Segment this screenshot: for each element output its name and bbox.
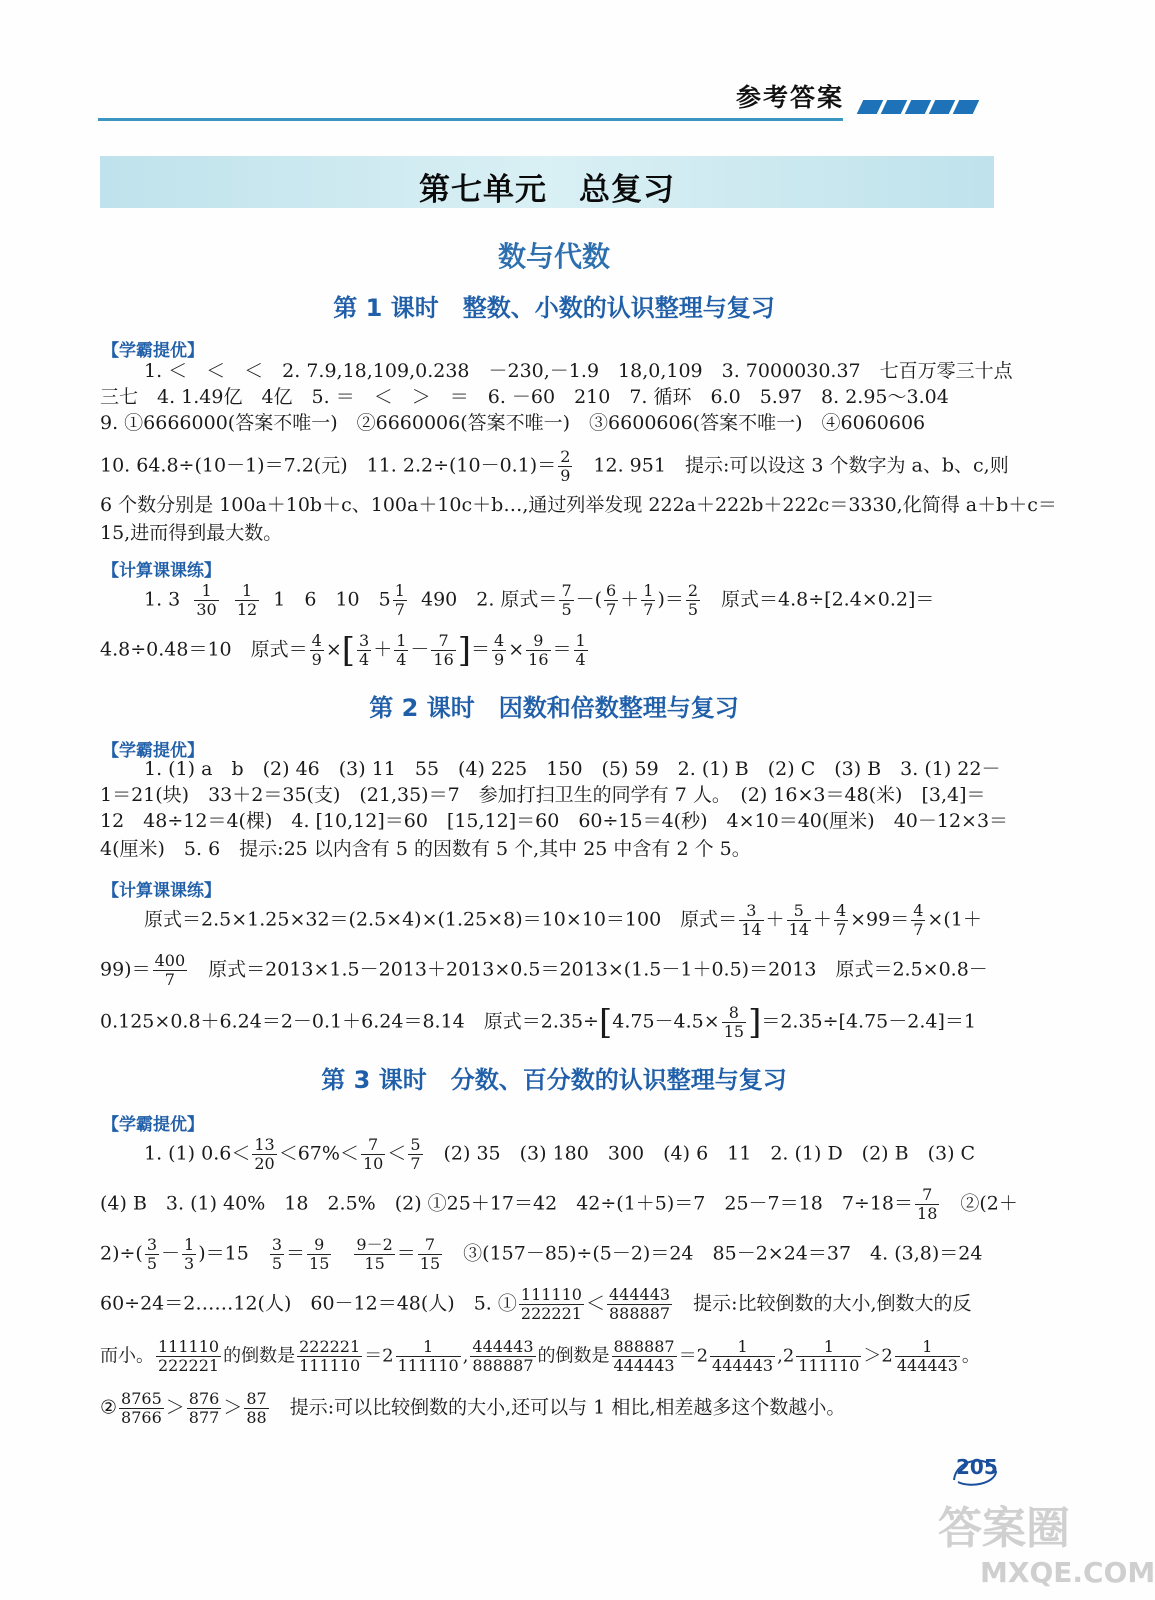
numerator: 1 — [184, 1235, 195, 1254]
denominator: 7 — [410, 1154, 421, 1173]
text: 。 — [961, 1345, 980, 1367]
fraction — [187, 1390, 222, 1427]
numerator: 13 — [254, 1135, 275, 1154]
fraction — [526, 632, 550, 669]
text: 99)＝ — [100, 958, 151, 981]
denominator: 444443 — [896, 1356, 958, 1375]
denominator: 7 — [643, 600, 654, 619]
lesson-1-line-5: 6 个数分别是 100a＋10b＋c、100a＋10c＋b…,通过列举发现 222a＋222b＋222c＝3330,化简得 a＋b＋c＝ — [100, 494, 1057, 516]
numerator: 4 — [311, 631, 322, 650]
denominator: 12 — [236, 600, 258, 619]
header-rule — [98, 118, 843, 121]
fraction — [915, 1186, 939, 1223]
denominator: 877 — [188, 1408, 220, 1427]
fraction — [394, 632, 408, 669]
text: ＝ — [286, 1242, 306, 1265]
fraction — [408, 1136, 422, 1173]
denominator: 5 — [271, 1254, 283, 1273]
denominator: 18 — [917, 1204, 938, 1223]
text: , — [462, 1345, 469, 1367]
text: 原式＝4.8÷[2.4×0.2]＝ — [702, 588, 935, 611]
text: 10. 64.8÷(10－1)＝7.2(元) 11. 2.2÷(10－0.1)＝ — [100, 454, 557, 477]
fraction — [235, 582, 259, 619]
unit-title: 第七单元 总复习 — [419, 172, 675, 208]
denominator: 444443 — [613, 1356, 675, 1375]
denominator: 111110 — [397, 1356, 459, 1375]
denominator: 222221 — [158, 1356, 220, 1375]
numerator: 9－2 — [356, 1235, 393, 1254]
fraction — [310, 632, 324, 669]
text: (4) B 3. (1) 40% 18 2.5% (2) ①25＋17＝42 42÷(1＋5)＝7 25－7＝18 7÷18＝ — [100, 1192, 914, 1215]
denominator: 30 — [196, 600, 217, 619]
text: 提示:比较倒数的大小,倒数大的反 — [674, 1292, 972, 1315]
fraction — [357, 632, 371, 669]
denominator: 4 — [575, 650, 586, 669]
fraction — [787, 902, 811, 939]
header-label: 参考答案 — [736, 83, 845, 112]
denominator: 14 — [788, 920, 809, 939]
denominator: 7 — [606, 600, 617, 619]
lesson-3-line-3 — [100, 1236, 1000, 1273]
text: 4.8÷0.48＝10 原式＝ — [100, 638, 308, 661]
numerator: 876 — [188, 1389, 220, 1408]
numerator: 1 — [643, 581, 654, 600]
numerator: 4 — [913, 901, 924, 920]
page-number: 205 — [956, 1455, 998, 1479]
fraction — [182, 1236, 196, 1273]
denominator: 111110 — [299, 1356, 361, 1375]
numerator: 2 — [687, 581, 699, 600]
text: )＝ — [657, 588, 684, 611]
numerator: 4 — [835, 901, 847, 920]
fraction — [194, 582, 218, 619]
denominator: 3 — [184, 1254, 195, 1273]
text: ② — [100, 1396, 118, 1419]
numerator: 9 — [307, 1236, 331, 1255]
numerator: 9 — [526, 632, 550, 651]
text: ＞ — [165, 1396, 185, 1419]
numerator: 2 — [560, 447, 571, 466]
fraction — [604, 582, 618, 619]
text: － — [161, 1242, 181, 1265]
denominator: 4 — [359, 650, 370, 669]
lesson-1-line-6: 15,进而得到最大数。 — [100, 522, 283, 544]
lesson-2-title: 第 2 课时 因数和倍数整理与复习 — [369, 694, 739, 722]
watermark-url: MXQE.COM — [980, 1556, 1155, 1589]
denominator: 7 — [164, 970, 175, 989]
text: ＝2 — [678, 1345, 709, 1367]
numerator: 7 — [431, 632, 455, 651]
text: ＞ — [223, 1396, 243, 1419]
numerator: 1 — [394, 581, 405, 600]
text: ＋ — [373, 638, 393, 661]
numerator: 6 — [606, 581, 617, 600]
numerator: 3 — [271, 1235, 283, 1254]
fraction — [418, 1236, 442, 1273]
lesson-3-line-5 — [100, 1338, 1000, 1375]
text: ×(1＋ — [927, 908, 982, 931]
fraction — [470, 1338, 535, 1375]
numerator: 3 — [739, 902, 763, 921]
fraction — [307, 1236, 331, 1273]
text: ＋ — [620, 588, 640, 611]
text: 的倒数是 — [537, 1345, 610, 1367]
lesson-2-line-2: 1＝21(块) 33＋2＝35(支) (21,35)＝7 参加打扫卫生的同学有 7 人。 (2) 16×3＝48(米) [3,4]＝ — [100, 784, 986, 806]
denominator: 15 — [419, 1254, 441, 1273]
numerator: 5 — [410, 1135, 421, 1154]
denominator: 9 — [311, 650, 322, 669]
numerator: 222221 — [299, 1337, 361, 1356]
lesson-2-line-3: 12 48÷12＝4(棵) 4. [10,12]＝60 [15,12]＝60 60÷15＝4(秒) 4×10＝40(厘米) 40－12×3＝ — [100, 810, 1009, 832]
numerator: 87 — [246, 1389, 267, 1408]
text: 原式＝2.5×1.25×32＝(2.5×4)×(1.25×8)＝10×10＝100 原式＝ — [144, 908, 738, 931]
fraction — [252, 1136, 276, 1173]
fraction — [393, 582, 407, 619]
fraction — [153, 952, 188, 989]
unit-banner — [100, 156, 994, 208]
numerator: 1 — [396, 631, 407, 650]
fraction — [834, 902, 848, 939]
text: 12. 951 提示:可以设这 3 个数字为 a、b、c,则 — [574, 454, 1009, 477]
numerator: 111110 — [520, 1285, 582, 1304]
lesson-1-calc-line-2 — [100, 632, 1000, 669]
text: 2)÷( — [100, 1242, 143, 1265]
text: ＝ — [471, 638, 491, 661]
text: 而小。 — [100, 1345, 154, 1367]
denominator: 15 — [364, 1254, 385, 1273]
text: × — [325, 638, 342, 661]
lesson-2-calc-line-3 — [100, 1004, 1000, 1041]
numerator: 1 — [710, 1338, 775, 1357]
denominator: 16 — [528, 650, 549, 669]
lesson-2-line-4: 4(厘米) 5. 6 提示:25 以内含有 5 的因数有 5 个,其中 25 中含有 2 个 5。 — [100, 838, 751, 860]
text: 4.75－4.5× — [612, 1010, 720, 1033]
lesson-1-title: 第 1 课时 整数、小数的认识整理与复习 — [333, 294, 775, 322]
fraction — [641, 582, 655, 619]
lesson-1-line-1: 1. ＜ ＜ ＜ 2. 7.9,18,109,0.238 －230,－1.9 18,0,109 3. 7000030.37 七百万零三十点 — [144, 360, 1013, 382]
numerator: 1 — [194, 582, 218, 601]
numerator: 1 — [575, 631, 586, 650]
numerator: 7 — [561, 581, 572, 600]
numerator: 4 — [494, 631, 505, 650]
fraction — [911, 902, 925, 939]
text: ＝ — [396, 1242, 416, 1265]
denominator: 9 — [560, 466, 571, 485]
bracket: [ — [341, 630, 355, 671]
fraction — [270, 1236, 284, 1273]
lesson-3-tag-tiyou: 【学霸提优】 — [102, 1115, 204, 1135]
denominator: 14 — [741, 920, 762, 939]
denominator: 20 — [254, 1154, 275, 1173]
text: × — [508, 638, 525, 661]
fraction — [519, 1286, 584, 1323]
text: 1. (1) 0.6＜ — [144, 1142, 251, 1165]
denominator: 7 — [394, 600, 405, 619]
bracket: [ — [598, 1002, 613, 1043]
lesson-1-line-2: 三七 4. 1.49亿 4亿 5. ＝ ＜ ＞ ＝ 6. －60 210 7. 循环 6.0 5.97 8. 2.95～3.04 — [100, 386, 949, 408]
numerator: 3 — [146, 1235, 158, 1254]
text: － — [410, 638, 430, 661]
fraction — [361, 1136, 385, 1173]
fraction — [558, 448, 572, 485]
denominator: 88 — [246, 1408, 267, 1427]
text: ③(157－85)÷(5－2)＝24 85－2×24＝37 4. (3,8)＝24 — [444, 1242, 983, 1265]
fraction — [686, 582, 700, 619]
fraction — [710, 1338, 775, 1375]
denominator: 9 — [494, 650, 505, 669]
denominator: 8766 — [121, 1408, 162, 1427]
fraction — [354, 1236, 394, 1273]
fraction — [297, 1338, 362, 1375]
numerator: 1 — [396, 1338, 461, 1357]
fraction — [796, 1338, 861, 1375]
lesson-2-line-1: 1. (1) a b (2) 46 (3) 11 55 (4) 225 150 (5) 59 2. (1) B (2) C (3) B 3. (1) 22－ — [144, 758, 1001, 780]
numerator: 3 — [359, 631, 370, 650]
fraction — [574, 632, 588, 669]
fraction — [559, 582, 573, 619]
fraction — [156, 1338, 221, 1375]
denominator: 5 — [561, 600, 572, 619]
fraction — [722, 1004, 746, 1041]
numerator: 7 — [418, 1236, 442, 1255]
fraction — [612, 1338, 677, 1375]
text: 原式＝2013×1.5－2013＋2013×0.5＝2013×(1.5－1＋0.5)＝2013 原式＝2.5×0.8－ — [189, 958, 988, 981]
denominator: 111110 — [798, 1356, 860, 1375]
text: ②(2＋ — [941, 1192, 1018, 1215]
text: 0.125×0.8＋6.24＝2－0.1＋6.24＝8.14 原式＝2.35÷ — [100, 1010, 599, 1033]
fraction — [145, 1236, 159, 1273]
text: ＋ — [812, 908, 832, 931]
denominator: 15 — [309, 1254, 330, 1273]
lesson-3-title: 第 3 课时 分数、百分数的认识整理与复习 — [321, 1066, 787, 1094]
fraction — [431, 632, 455, 669]
header-stripes — [860, 100, 980, 116]
numerator: 8765 — [121, 1389, 162, 1408]
fraction — [739, 902, 763, 939]
section-title: 数与代数 — [497, 240, 610, 273]
numerator: 888887 — [613, 1337, 675, 1356]
lesson-2-tag-jisuan: 【计算课课练】 — [102, 881, 221, 901]
fraction — [119, 1390, 164, 1427]
text: ,2 — [777, 1345, 795, 1367]
text: 1. 3 — [144, 588, 181, 611]
lesson-1-tag-jisuan: 【计算课课练】 — [102, 561, 221, 581]
numerator: 400 — [154, 951, 186, 970]
fraction — [895, 1338, 960, 1375]
text: ＝ — [552, 638, 572, 661]
numerator: 1 — [235, 582, 259, 601]
text: 1 6 10 5 — [273, 588, 391, 611]
text: 提示:可以比较倒数的大小,还可以与 1 相比,相差越多这个数越小。 — [270, 1396, 846, 1419]
numerator: 444443 — [608, 1285, 671, 1304]
lesson-3-line-2 — [100, 1185, 1018, 1223]
numerator: 7 — [361, 1136, 385, 1155]
denominator: 888887 — [472, 1356, 534, 1375]
text: )＝15 — [198, 1242, 268, 1265]
text: ＝2 — [364, 1345, 394, 1367]
bracket: ] — [457, 630, 472, 671]
lesson-2-calc-line-1 — [100, 902, 1044, 939]
text: ＝2.35÷[4.75－2.4]＝1 — [761, 1010, 976, 1033]
numerator: 1 — [796, 1338, 861, 1357]
lesson-2-tag-tiyou: 【学霸提优】 — [102, 741, 204, 761]
text: ＜ — [387, 1142, 407, 1165]
denominator: 7 — [913, 920, 924, 939]
lesson-3-line-6 — [100, 1390, 1000, 1427]
numerator: 5 — [787, 902, 811, 921]
text: (2) 35 (3) 180 300 (4) 6 11 2. (1) D (2) B (3) C — [424, 1142, 976, 1165]
numerator: 444443 — [472, 1337, 534, 1356]
fraction — [396, 1338, 461, 1375]
lesson-1-line-3: 9. ①6666000(答案不唯一) ②6660006(答案不唯一) ③6600606(答案不唯一) ④6060606 — [100, 412, 926, 434]
lesson-3-line-1 — [100, 1136, 1044, 1173]
fraction — [607, 1286, 672, 1323]
denominator: 7 — [835, 920, 847, 939]
lesson-3-line-4 — [100, 1286, 1000, 1323]
text: ＜67%＜ — [278, 1142, 359, 1165]
text: ×99＝ — [850, 908, 910, 931]
numerator: 111110 — [158, 1337, 220, 1356]
fraction — [492, 632, 506, 669]
text: ＜ — [585, 1292, 605, 1315]
fraction — [244, 1390, 268, 1427]
numerator: 1 — [895, 1338, 960, 1357]
watermark-logo: 答案圈 — [938, 1503, 1070, 1554]
text: 的倒数是 — [223, 1345, 296, 1367]
text — [333, 1243, 352, 1265]
bracket: ] — [748, 1002, 762, 1043]
lesson-1-line-4 — [100, 447, 1009, 485]
denominator: 888887 — [608, 1304, 671, 1323]
denominator: 5 — [687, 600, 699, 619]
text: 490 2. 原式＝ — [421, 588, 558, 611]
text: ＞2 — [863, 1345, 893, 1367]
denominator: 4 — [396, 650, 407, 669]
text: －( — [575, 588, 603, 611]
denominator: 444443 — [712, 1356, 774, 1375]
text: 60÷24＝2……12(人) 60－12＝48(人) 5. ① — [100, 1292, 517, 1315]
numerator: 7 — [915, 1186, 939, 1205]
denominator: 15 — [723, 1022, 745, 1041]
lesson-1-tag-tiyou: 【学霸提优】 — [102, 341, 204, 361]
lesson-2-calc-line-2 — [100, 952, 1000, 989]
lesson-1-calc-line-1 — [100, 582, 1044, 619]
denominator: 222221 — [520, 1304, 582, 1323]
denominator: 10 — [362, 1154, 384, 1173]
text: ＋ — [765, 908, 785, 931]
numerator: 8 — [722, 1004, 746, 1023]
denominator: 5 — [146, 1254, 158, 1273]
denominator: 16 — [433, 650, 454, 669]
